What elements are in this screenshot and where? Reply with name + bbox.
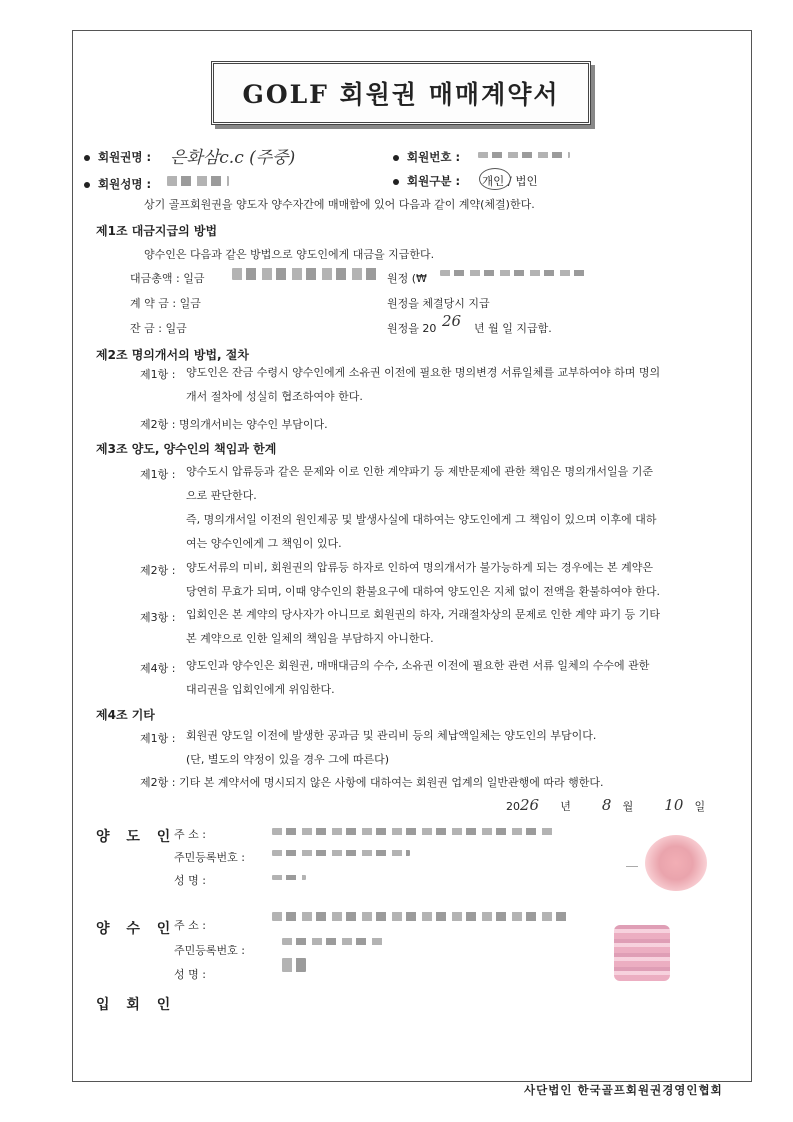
seller-name-label: 성 명 : <box>174 874 206 887</box>
article4-p1-label: 제1항 : <box>140 732 176 745</box>
article2-p1-line1: 양도인은 잔금 수령시 양수인에게 소유권 이전에 필요한 명의변경 서류일체를 교부하여야 하며 명의 <box>186 366 661 379</box>
bullet-icon <box>393 179 399 185</box>
article3-p3-line1: 입회인은 본 계약의 당사자가 아니므로 회원권의 하자, 거래절차상의 문제로 인한 계약 파기 등 기타 <box>186 608 660 621</box>
article4-p2: 제2항 : 기타 본 계약서에 명시되지 않은 사항에 대하여는 회원권 업계의 일반관행에 따라 행한다. <box>140 776 604 789</box>
membership-name-row <box>84 149 151 165</box>
member-number-row <box>393 149 460 165</box>
article3-p1-line2: 으로 판단한다. <box>186 489 257 502</box>
redacted-total <box>232 268 380 280</box>
redacted-buyer-address <box>272 912 570 921</box>
article3-p4-line2: 대리권을 입회인에게 위임한다. <box>186 683 335 696</box>
date-year-prefix: 20 <box>506 800 520 813</box>
article4-p1-line1: 회원권 양도일 이전에 발생한 공과금 및 관리비 등의 체납액일체는 양도인의 부담이다. <box>186 729 597 742</box>
balance-label: 잔 금 : 일금 <box>130 322 187 335</box>
article2-p1-line2: 개서 절차에 성실히 협조하여야 한다. <box>186 390 363 403</box>
article3-p3-line2: 본 계약으로 인한 일체의 책임을 부담하지 아니한다. <box>186 632 434 645</box>
article3-p2-label: 제2항 : <box>140 564 176 577</box>
redacted-seller-address <box>272 828 554 835</box>
date-year-label: 년 <box>560 800 571 813</box>
article1-line1: 양수인은 다음과 같은 방법으로 양도인에게 대금을 지급한다. <box>144 248 435 261</box>
seller-seal <box>645 835 707 891</box>
member-number-label: 회원번호 : <box>407 150 461 164</box>
intro-text: 상기 골프회원권을 양도자 양수자간에 매매함에 있어 다음과 같이 계약(체결)한다. <box>144 198 535 211</box>
balance-note-b: 년 월 일 지급함. <box>474 322 552 335</box>
redacted-buyer-name <box>282 958 306 972</box>
buyer-seal <box>614 925 670 981</box>
total-label: 대금총액 : 일금 <box>130 272 205 285</box>
buyer-name-label: 성 명 : <box>174 968 206 981</box>
title-box <box>211 61 591 125</box>
redacted-buyer-id <box>282 938 386 945</box>
member-type-circle-mark <box>479 168 511 190</box>
article3-p3 <box>186 603 660 651</box>
redacted-member-name <box>167 176 229 186</box>
membership-name-label: 회원권명 : <box>98 150 152 164</box>
balance-note-a: 원정을 20 <box>387 322 437 335</box>
seller-id-label: 주민등록번호 : <box>174 851 245 864</box>
article2-p1-label: 제1항 : <box>140 368 176 381</box>
deposit-label: 계 약 금 : 일금 <box>130 297 201 310</box>
member-type-label: 회원구분 : <box>407 174 461 188</box>
article2-p2: 제2항 : 명의개서비는 양수인 부담이다. <box>140 418 328 431</box>
article1-heading: 제1조 대금지급의 방법 <box>96 224 218 238</box>
article4-heading: 제4조 기타 <box>96 708 155 722</box>
date-month-label: 월 <box>622 800 634 813</box>
member-type-value: 개인 / 법인 <box>482 174 538 188</box>
bullet-icon <box>393 155 399 161</box>
article3-p4-line1: 양도인과 양수인은 회원권, 매매대금의 수수, 소유권 이전에 필요한 관련 서류 일체의 수수에 관한 <box>186 659 650 672</box>
bullet-icon <box>84 182 90 188</box>
article2-heading: 제2조 명의개서의 방법, 절차 <box>96 348 249 362</box>
buyer-label: 양 수 인 <box>96 921 177 937</box>
witness-label: 입 회 인 <box>96 997 177 1013</box>
article3-p4 <box>186 654 649 702</box>
article3-p4-label: 제4항 : <box>140 662 176 675</box>
redacted-member-number <box>478 152 570 158</box>
article3-p1 <box>186 460 657 556</box>
redacted-seller-name <box>272 875 306 880</box>
article3-p1-line1: 양수도시 압류등과 같은 문제와 이로 인한 계약파기 등 제반문제에 관한 책임은 명의개서일을 기준 <box>186 465 653 478</box>
footer-association: 사단법인 한국골프회원권경영인협회 <box>524 1083 723 1097</box>
article3-heading: 제3조 양도, 양수인의 책임과 한계 <box>96 442 277 456</box>
balance-year: 26 <box>442 312 462 330</box>
date-month: 8 <box>601 796 612 814</box>
article3-p3-label: 제3항 : <box>140 611 176 624</box>
article3-p2-line2: 당연히 무효가 되며, 이때 양수인의 환불요구에 대하여 양도인은 지체 없이 전액을 환불하여야 한다. <box>186 585 660 598</box>
document-title: GOLF 회원권 매매계약서 <box>242 80 560 109</box>
article2-p1 <box>186 361 660 409</box>
date-year-hand: 26 <box>520 796 540 814</box>
article3-p1-label: 제1항 : <box>140 468 176 481</box>
member-name-label: 회원성명 : <box>98 177 152 191</box>
seller-seal-mark <box>626 866 638 867</box>
redacted-seller-id <box>272 850 410 856</box>
buyer-id-label: 주민등록번호 : <box>174 944 245 957</box>
date-day: 10 <box>664 796 684 814</box>
member-name-row <box>84 176 151 192</box>
article3-p2 <box>186 556 660 604</box>
article3-p1-line3: 즉, 명의개서일 이전의 원인제공 및 발생사실에 대하여는 양도인에게 그 책임이 있으며 이후에 대하 <box>186 513 657 526</box>
bullet-icon <box>84 155 90 161</box>
seller-address-label: 주 소 : <box>174 828 206 841</box>
total-won-label: 원정 (₩ <box>387 272 427 285</box>
buyer-address-label: 주 소 : <box>174 919 206 932</box>
date-day-label: 일 <box>694 800 706 813</box>
deposit-note: 원정을 체결당시 지급 <box>387 297 490 310</box>
membership-name-value: 은화삼c.c (주중) <box>170 148 296 168</box>
article3-p2-line1: 양도서류의 미비, 회원권의 압류등 하자로 인하여 명의개서가 불가능하게 되는 경우에는 본 계약은 <box>186 561 653 574</box>
article4-p1 <box>186 724 596 772</box>
seller-label: 양 도 인 <box>96 829 177 845</box>
member-type-row <box>393 173 460 189</box>
article3-p1-line4: 여는 양수인에게 그 책임이 있다. <box>186 537 342 550</box>
contract-date <box>506 795 705 814</box>
article4-p1-line2: (단, 별도의 약정이 있을 경우 그에 따른다) <box>186 753 390 766</box>
redacted-total-won <box>440 270 590 276</box>
